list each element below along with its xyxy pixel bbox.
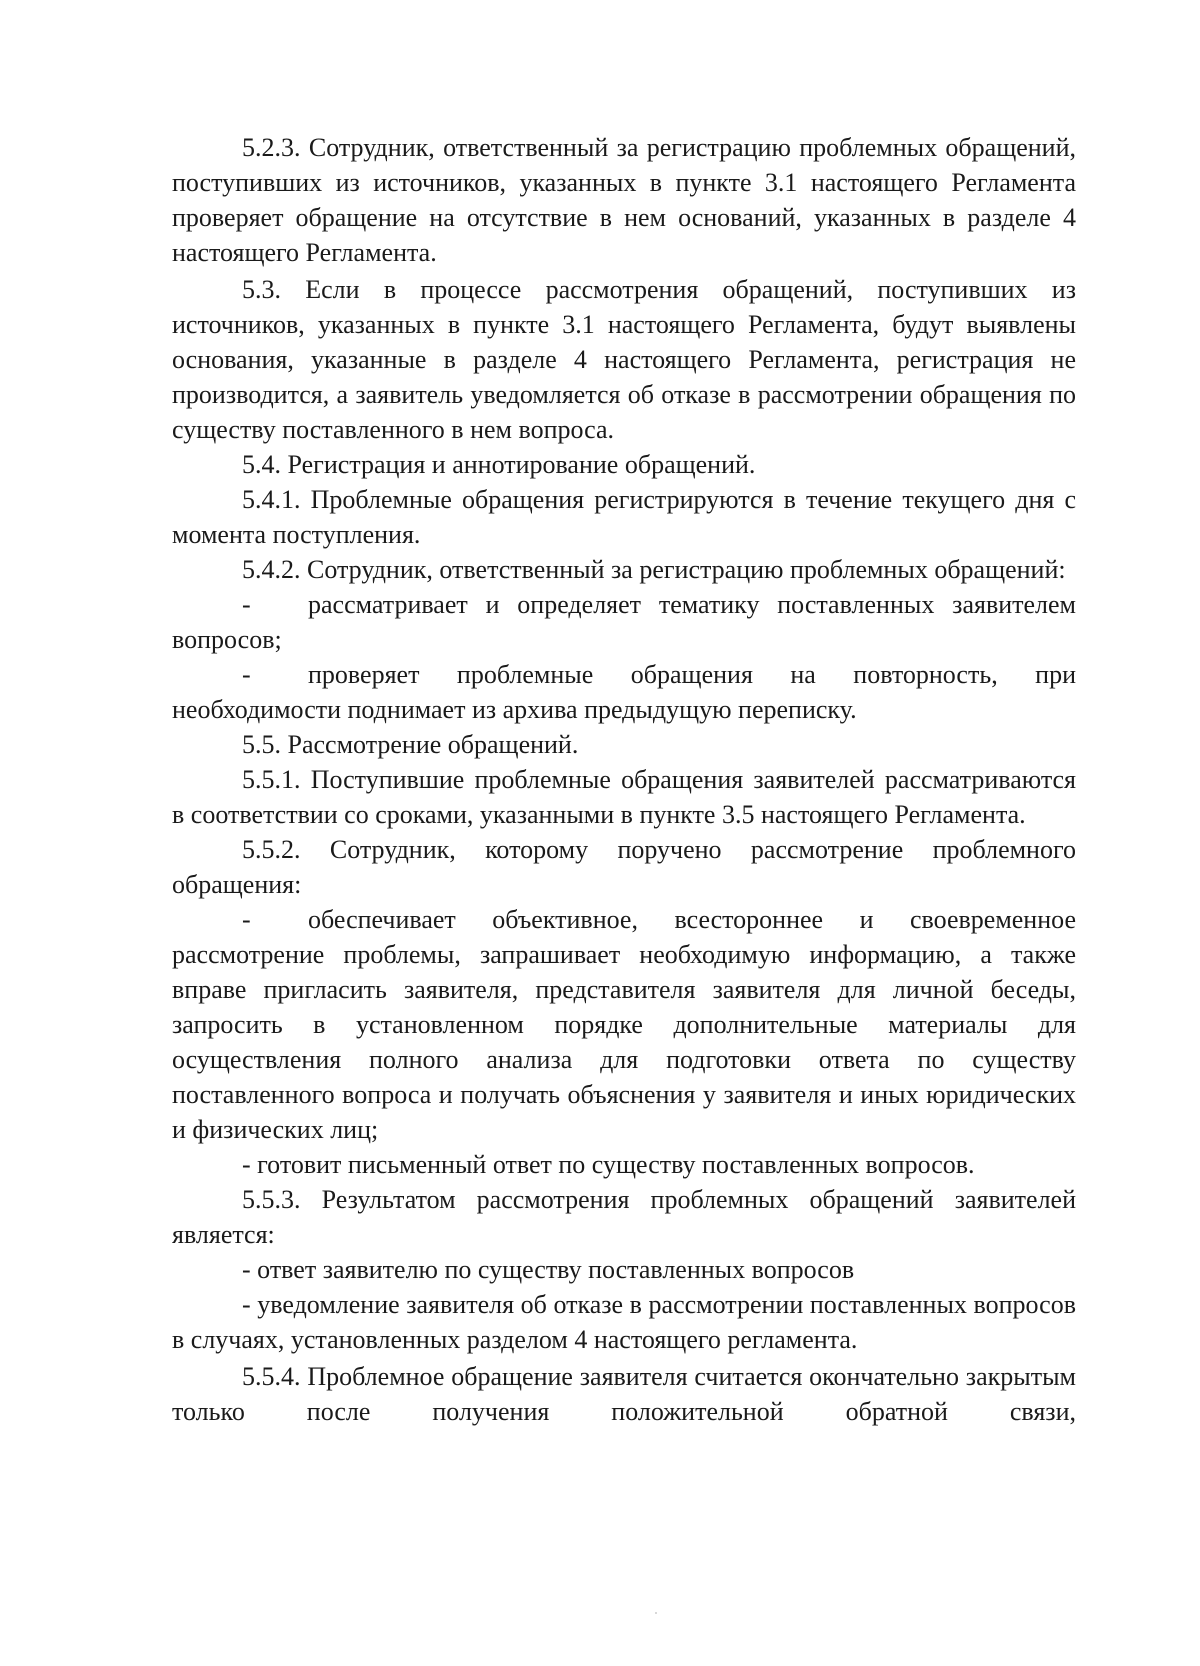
list-item-5-4-2-repeat-check: [172, 657, 1076, 727]
paragraph-5-4-heading: 5.4. Регистрация и аннотирование обращений.: [242, 450, 756, 479]
list-item-text: рассматривает и определяет тематику поставленных заявителем вопросов;: [172, 590, 1076, 654]
list-item-5-5-3-answer: - ответ заявителю по существу поставленных вопросов: [242, 1255, 855, 1284]
list-item-text: обеспечивает объективное, всестороннее и своевременное рассмотрение проблемы, запрашивает необходимую информацию, а также вправе пригласить заявителя, представителя заявителя для личной беседы, запросить в установленном порядке дополнительные материалы для осуществления полного анализа для подготовки ответа по существу поставленного вопроса и получать объяснения у заявителя и иных юридических и физических лиц;: [172, 905, 1076, 1144]
document-body: [172, 130, 1076, 1429]
bullet-dash: -: [242, 590, 251, 619]
paragraph-5-4-2: 5.4.2. Сотрудник, ответственный за регистрацию проблемных обращений:: [242, 555, 1066, 584]
bullet-dash: -: [242, 660, 251, 689]
list-item-5-5-2-review: [172, 902, 1076, 1147]
list-item-5-4-2-topics: [172, 587, 1076, 657]
paragraph-5-4-1: 5.4.1. Проблемные обращения регистрируются в течение текущего дня с момента поступления.: [172, 485, 1076, 549]
list-item-5-5-3-refusal: - уведомление заявителя об отказе в рассмотрении поставленных вопросов в случаях, установленных разделом 4 настоящего регламента.: [172, 1290, 1076, 1354]
scan-speck: [655, 1612, 657, 1614]
paragraph-5-3: 5.3. Если в процессе рассмотрения обращений, поступивших из источников, указанных в пункте 3.1 настоящего Регламента, будут выявлены основания, указанные в разделе 4 настоящего Регламента, регистрация не производится, а заявитель уведомляется об отказе в рассмотрении обращения по существу поставленного в нем вопроса.: [172, 275, 1076, 444]
paragraph-5-5-3: 5.5.3. Результатом рассмотрения проблемных обращений заявителей является:: [172, 1185, 1076, 1249]
list-item-text: проверяет проблемные обращения на повторность, при необходимости поднимает из архива предыдущую переписку.: [172, 660, 1076, 724]
bullet-dash: -: [242, 905, 251, 934]
paragraph-5-5-heading: 5.5. Рассмотрение обращений.: [242, 730, 579, 759]
paragraph-5-5-1: 5.5.1. Поступившие проблемные обращения заявителей рассматриваются в соответствии со сроками, указанными в пункте 3.5 настоящего Регламента.: [172, 765, 1076, 829]
paragraph-5-2-3: 5.2.3. Сотрудник, ответственный за регистрацию проблемных обращений, поступивших из источников, указанных в пункте 3.1 настоящего Регламента проверяет обращение на отсутствие в нем оснований, указанных в разделе 4 настоящего Регламента.: [172, 133, 1076, 267]
list-item-5-5-2-answer: - готовит письменный ответ по существу поставленных вопросов.: [242, 1150, 975, 1179]
paragraph-5-5-2: 5.5.2. Сотрудник, которому поручено рассмотрение проблемного обращения:: [172, 835, 1076, 899]
paragraph-5-5-4: 5.5.4. Проблемное обращение заявителя считается окончательно закрытым только после получения положительной обратной связи,: [172, 1362, 1076, 1426]
